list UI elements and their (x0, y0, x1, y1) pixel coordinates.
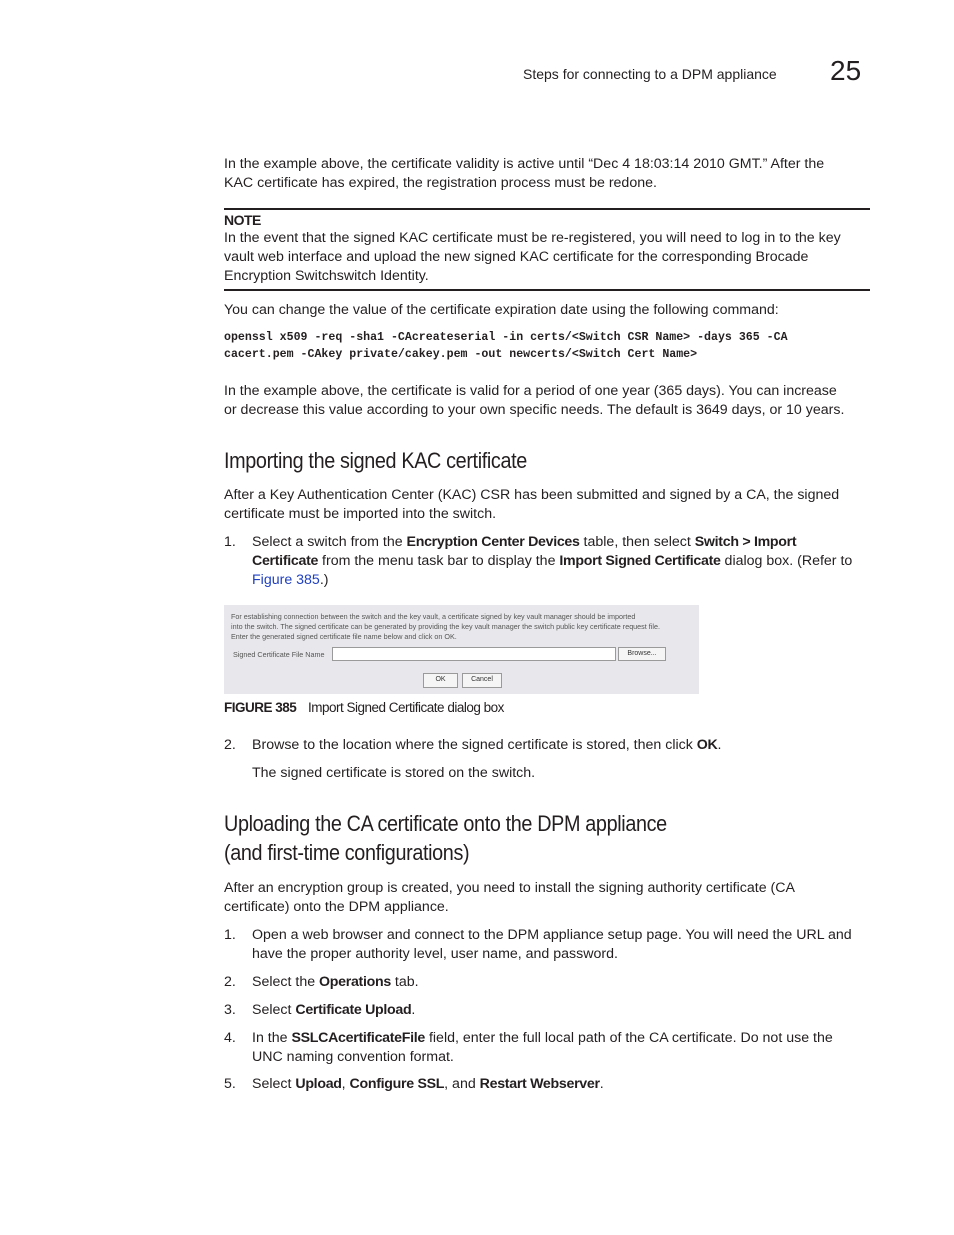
s2-step-4-line-2: UNC naming convention format. (252, 1049, 454, 1065)
dialog-text-line-3: Enter the generated signed certificate file name below and click on OK. (231, 632, 457, 641)
ok-button[interactable]: OK (423, 673, 458, 688)
s2-step-1-line-2: have the proper authority level, user name, and password. (252, 946, 618, 962)
section2-heading-line-1: Uploading the CA certificate onto the DPM appliance (224, 811, 667, 836)
section2-intro-line-2: certificate) onto the DPM appliance. (224, 899, 449, 915)
note-bottom-rule (224, 289, 870, 291)
section-heading-uploading (224, 809, 667, 867)
section2-heading-line-2: (and first-time configurations) (224, 840, 470, 865)
step-2-result: The signed certificate is stored on the switch. (252, 765, 536, 781)
import-signed-certificate-dialog (224, 605, 699, 694)
sslcacertificatefile-ref: SSLCAcertificateFile (291, 1030, 426, 1046)
s2-step-4-text (252, 1029, 882, 1067)
chapter-number: 25 (830, 55, 862, 86)
certificate-menu-ref: Certificate (252, 553, 319, 569)
figure-385-link[interactable]: Figure 385 (252, 572, 320, 588)
s2-step-1-line-1: Open a web browser and connect to the DPM appliance setup page. You will need the URL and (252, 927, 852, 943)
s2-step-3-number: 3. (224, 1002, 236, 1018)
note-line-3: Encryption Switchswitch Identity. (224, 268, 429, 284)
section1-intro (224, 486, 884, 524)
step-1-text (252, 533, 882, 590)
step-2-text: Browse to the location where the signed certificate is stored, then click OK. (252, 737, 722, 753)
intro-line-2: KAC certificate has expired, the registration process must be redone. (224, 175, 657, 191)
step-1-line-1: Select a switch from the Encryption Center Devices table, then select Switch > Import (252, 534, 797, 550)
s2-step-4-number: 4. (224, 1030, 236, 1046)
running-title: Steps for connecting to a DPM appliance (523, 66, 777, 82)
s2-step-2-number: 2. (224, 974, 236, 990)
signed-certificate-file-input[interactable] (332, 647, 616, 661)
s2-step-4-line-1: In the SSLCAcertificateFile field, enter the full local path of the CA certificate. Do not use the (252, 1030, 833, 1046)
browse-button[interactable]: Browse... (618, 647, 666, 661)
switch-import-menu-ref: Switch > Import (694, 534, 797, 550)
s2-step-5-number: 5. (224, 1076, 236, 1092)
s2-step-1-number: 1. (224, 927, 236, 943)
ok-ref: OK (696, 737, 718, 753)
configure-ssl-ref: Configure SSL (349, 1076, 445, 1092)
s2-step-1-text (252, 926, 882, 964)
step-1-line-2: Certificate from the menu task bar to display the Import Signed Certificate dialog box. (Refer to (252, 553, 853, 569)
s2-step-2-text: Select the Operations tab. (252, 974, 419, 990)
certificate-upload-ref: Certificate Upload (295, 1002, 412, 1018)
section2-intro-line-1: After an encryption group is created, you need to install the signing authority certificate (CA (224, 880, 795, 896)
dialog-text-line-2: into the switch. The signed certificate can be generated by providing the key vault manager the switch public key certificate request file. (231, 622, 660, 631)
note-top-rule (224, 208, 870, 210)
encryption-center-devices-ref: Encryption Center Devices (406, 534, 580, 550)
dialog-field-label: Signed Certificate File Name (233, 650, 325, 659)
s2-step-3-text: Select Certificate Upload. (252, 1002, 416, 1018)
figure-label: FIGURE 385 (224, 700, 297, 715)
note-line-1: In the event that the signed KAC certificate must be re-registered, you will need to log in to the key (224, 230, 841, 246)
note-label: NOTE (224, 212, 261, 228)
upload-ref: Upload (295, 1076, 342, 1092)
validity-line-2: or decrease this value according to your own specific needs. The default is 3649 days, or 10 years. (224, 402, 845, 418)
validity-paragraph (224, 382, 884, 420)
dialog-instructions (231, 612, 696, 642)
cancel-button[interactable]: Cancel (462, 673, 502, 688)
section1-intro-line-2: certificate must be imported into the switch. (224, 506, 497, 522)
intro-paragraph (224, 155, 884, 193)
restart-webserver-ref: Restart Webserver (479, 1076, 600, 1092)
note-line-2: vault web interface and upload the new signed KAC certificate for the corresponding Brocade (224, 249, 809, 265)
figure-caption: Import Signed Certificate dialog box (308, 700, 504, 715)
operations-tab-ref: Operations (319, 974, 391, 990)
import-signed-certificate-ref: Import Signed Certificate (559, 553, 721, 569)
section-heading-importing: Importing the signed KAC certificate (224, 448, 527, 473)
intro-line-1: In the example above, the certificate validity is active until “Dec 4 18:03:14 2010 GMT.” After the (224, 156, 825, 172)
change-paragraph: You can change the value of the certificate expiration date using the following command: (224, 302, 779, 318)
s2-step-5-text: Select Upload, Configure SSL, and Restart Webserver. (252, 1076, 604, 1092)
note-body (224, 229, 884, 286)
step-2-number: 2. (224, 737, 236, 753)
step-1-line-3: Figure 385.) (252, 572, 329, 588)
section2-intro (224, 879, 884, 917)
section1-intro-line-1: After a Key Authentication Center (KAC) CSR has been submitted and signed by a CA, the signed (224, 487, 840, 503)
step-1-number: 1. (224, 534, 236, 550)
dialog-text-line-1: For establishing connection between the switch and the key vault, a certificate signed by key vault manager should be imported (231, 612, 636, 621)
command-block (224, 329, 884, 363)
command-line-1: openssl x509 -req -sha1 -CAcreateserial -in certs/<Switch CSR Name> -days 365 -CA (224, 331, 788, 344)
command-line-2: cacert.pem -CAkey private/cakey.pem -out newcerts/<Switch Cert Name> (224, 348, 698, 361)
validity-line-1: In the example above, the certificate is valid for a period of one year (365 days). You can increase (224, 383, 837, 399)
